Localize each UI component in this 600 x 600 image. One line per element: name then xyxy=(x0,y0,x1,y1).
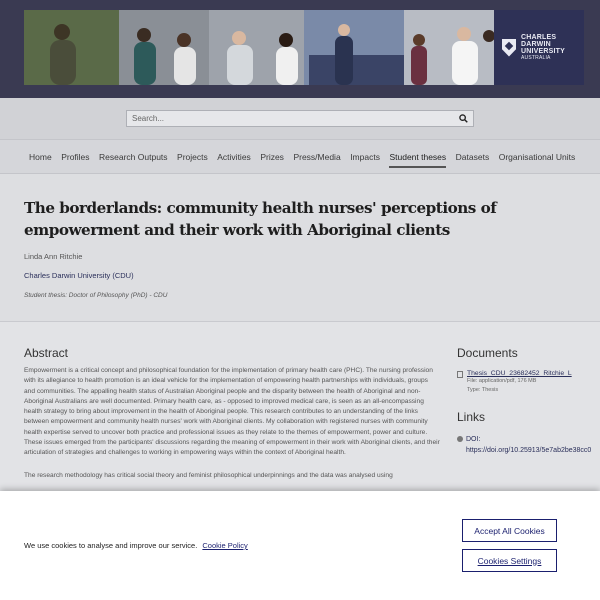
sidebar xyxy=(457,346,600,456)
page-title: The borderlands: community health nurses' perceptions of empowerment and their work with Aboriginal clients xyxy=(24,199,497,239)
photo-collage-graphic xyxy=(24,10,494,85)
nav-organisational-units[interactable]: Organisational Units xyxy=(498,151,576,162)
thesis-header xyxy=(0,174,600,321)
abstract-section xyxy=(24,346,440,481)
nav-activities[interactable]: Activities xyxy=(217,151,251,162)
cookie-message-text: We use cookies to analyse and improve our service. xyxy=(24,541,198,550)
cookies-settings-button[interactable]: Cookies Settings xyxy=(462,549,557,572)
doi-label: DOI: xyxy=(466,436,481,443)
nav-prizes[interactable]: Prizes xyxy=(260,151,284,162)
accept-all-cookies-button[interactable]: Accept All Cookies xyxy=(462,519,557,542)
author-name: Linda Ann Ritchie xyxy=(24,252,83,261)
nav-impacts[interactable]: Impacts xyxy=(350,151,380,162)
doi-link[interactable]: https://doi.org/10.25913/5e7ab2be38cc0 xyxy=(466,447,592,454)
cookie-policy-link[interactable]: Cookie Policy xyxy=(202,541,248,550)
link-item xyxy=(457,434,600,456)
abstract-heading: Abstract xyxy=(24,346,69,360)
search-icon xyxy=(459,114,468,123)
banner-photo-collage xyxy=(24,10,494,85)
cookie-banner xyxy=(0,491,600,600)
nav-projects[interactable]: Projects xyxy=(177,151,208,162)
file-icon xyxy=(457,371,463,378)
abstract-paragraph: The research methodology has critical social theory and feminist philosophical underpinnings and the data was analysed using xyxy=(24,471,393,479)
links-heading: Links xyxy=(457,410,486,424)
organisation-link[interactable]: Charles Darwin University (CDU) xyxy=(24,271,134,280)
thesis-type: Student thesis: Doctor of Philosophy (PhD) - CDU xyxy=(24,292,168,299)
nav-research-outputs[interactable]: Research Outputs xyxy=(99,151,168,162)
nav-student-theses[interactable]: Student theses xyxy=(389,140,446,174)
search-input[interactable] xyxy=(127,114,453,123)
link-bullet-icon xyxy=(457,436,463,442)
document-download-link[interactable]: Thesis_CDU_23682452_Ritchie_L xyxy=(467,370,572,377)
document-file-meta: File: application/pdf, 176 MB xyxy=(467,378,537,384)
search-bar-row xyxy=(0,98,600,140)
cookie-message xyxy=(24,541,248,550)
nav-home[interactable]: Home xyxy=(29,151,52,162)
site-banner xyxy=(0,0,600,98)
cdu-logo-text: CHARLES DARWIN UNIVERSITY AUSTRALIA xyxy=(521,34,566,61)
nav-datasets[interactable]: Datasets xyxy=(455,151,490,162)
nav-press-media[interactable]: Press/Media xyxy=(293,151,341,162)
document-file-type: Type: Thesis xyxy=(467,387,499,393)
search-button[interactable] xyxy=(453,111,473,126)
document-item xyxy=(457,370,600,395)
cdu-logo[interactable] xyxy=(494,10,584,85)
abstract-paragraph: Empowerment is a critical concept and philosophical foundation for the implementation of primary health care (PHC). The nursing profession with its allegiance to health promotion is an ideal vehicle for the implementation of empowering health partnerships with individuals, groups and communities. The appalling health status of Australian Aboriginal people and the disparity between the health of Aboriginal and non-Aboriginal Australians are well documented. Primary health care, as - opposed to improved medical care, is seen as an all-encompassing health strategy to bring about improvement in the health of Aboriginal people. This research contributes to an understanding of the links between empowerment and community health nurses' work with Aboriginal clients. My collaboration with registered nurses with community health expertise served to uncover both practice and professional issues as they relate to the themes of empowerment, power and culture. These issues emerged from the participants' discussions regarding the meaning of empowerment in their work with Aboriginal clients, and their articulation of strategies and challenges to working in empowering ways within the context of Aboriginal health. xyxy=(24,367,440,457)
nav-profiles[interactable]: Profiles xyxy=(61,151,90,162)
search-box xyxy=(126,110,474,127)
cdu-shield-icon xyxy=(502,39,516,57)
abstract-text xyxy=(24,366,440,481)
banner-image xyxy=(24,10,584,85)
documents-heading: Documents xyxy=(457,346,518,360)
main-nav xyxy=(0,140,600,174)
main-content xyxy=(0,321,600,491)
